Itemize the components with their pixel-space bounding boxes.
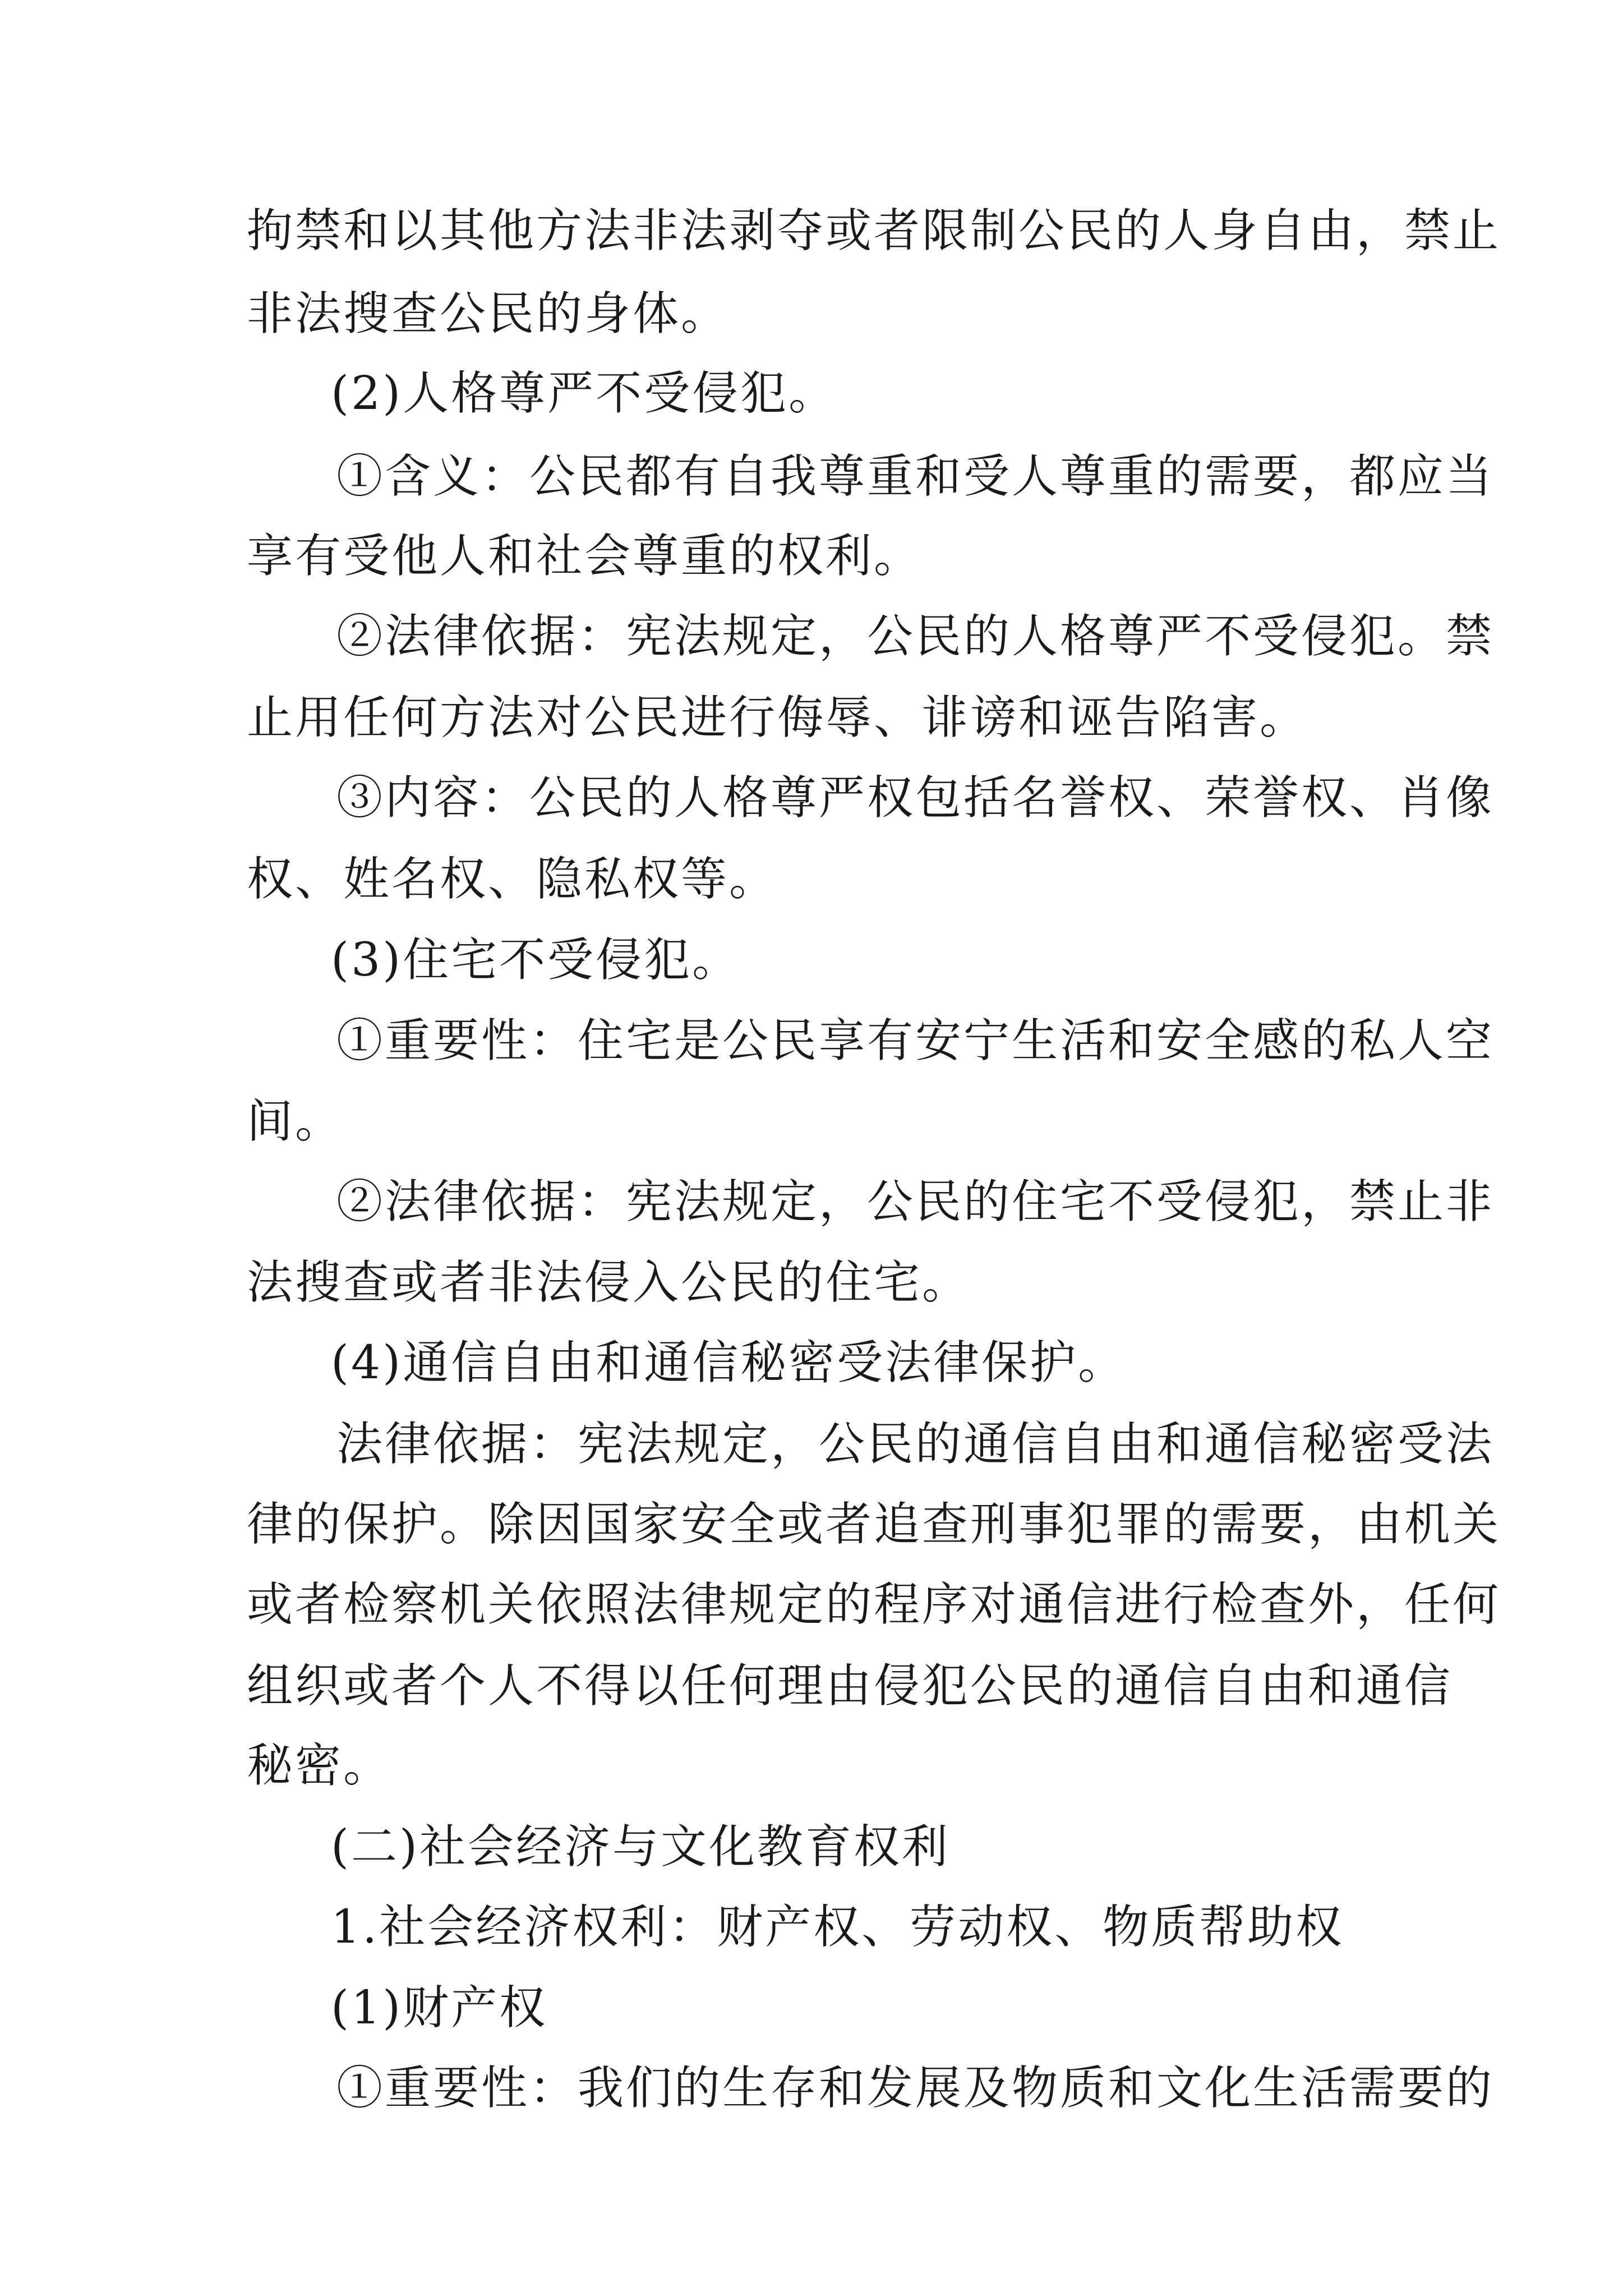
text-line: 或者检察机关依照法律规定的程序对通信进行检查外，任何 bbox=[247, 1578, 1501, 1631]
text-line: 非法搜查公民的身体。 bbox=[247, 287, 730, 341]
text-line: 法律依据：宪法规定，公民的通信自由和通信秘密受法 bbox=[336, 1418, 1495, 1471]
section-heading: 1.社会经济权利：财产权、劳动权、物质帮助权 bbox=[331, 1901, 1344, 1954]
section-heading: (3)住宅不受侵犯。 bbox=[331, 933, 741, 987]
text-line: ②法律依据：宪法规定，公民的住宅不受侵犯，禁止非 bbox=[336, 1175, 1495, 1228]
text-line: ①含义：公民都有自我尊重和受人尊重的需要，都应当 bbox=[336, 450, 1495, 503]
text-line: 止用任何方法对公民进行侮辱、诽谤和诬告陷害。 bbox=[247, 691, 1308, 744]
text-line: ①重要性：住宅是公民享有安宁生活和安全感的私人空 bbox=[336, 1014, 1495, 1068]
section-heading: (2)人格尊严不受侵犯。 bbox=[331, 367, 837, 420]
text-line: ①重要性：我们的生存和发展及物质和文化生活需要的 bbox=[336, 2062, 1495, 2115]
section-heading: (4)通信自由和通信秘密受法律保护。 bbox=[331, 1336, 1127, 1389]
text-line: 享有受他人和社会尊重的权利。 bbox=[247, 530, 923, 583]
text-line: 间。 bbox=[247, 1095, 344, 1148]
text-line: 拘禁和以其他方法非法剥夺或者限制公民的人身自由，禁止 bbox=[247, 204, 1501, 257]
text-line: ②法律依据：宪法规定，公民的人格尊严不受侵犯。禁 bbox=[336, 610, 1495, 663]
text-line: ③内容：公民的人格尊严权包括名誉权、荣誉权、肖像 bbox=[336, 771, 1495, 825]
section-heading: (二)社会经济与文化教育权利 bbox=[331, 1820, 950, 1874]
text-line: 权、姓名权、隐私权等。 bbox=[247, 853, 778, 906]
text-line: 秘密。 bbox=[247, 1739, 392, 1792]
section-heading: (1)财产权 bbox=[331, 1981, 548, 2035]
text-line: 律的保护。除因国家安全或者追查刑事犯罪的需要，由机关 bbox=[247, 1498, 1501, 1551]
text-line: 组织或者个人不得以任何理由侵犯公民的通信自由和通信 bbox=[247, 1659, 1453, 1713]
text-line: 法搜查或者非法侵入公民的住宅。 bbox=[247, 1256, 971, 1309]
